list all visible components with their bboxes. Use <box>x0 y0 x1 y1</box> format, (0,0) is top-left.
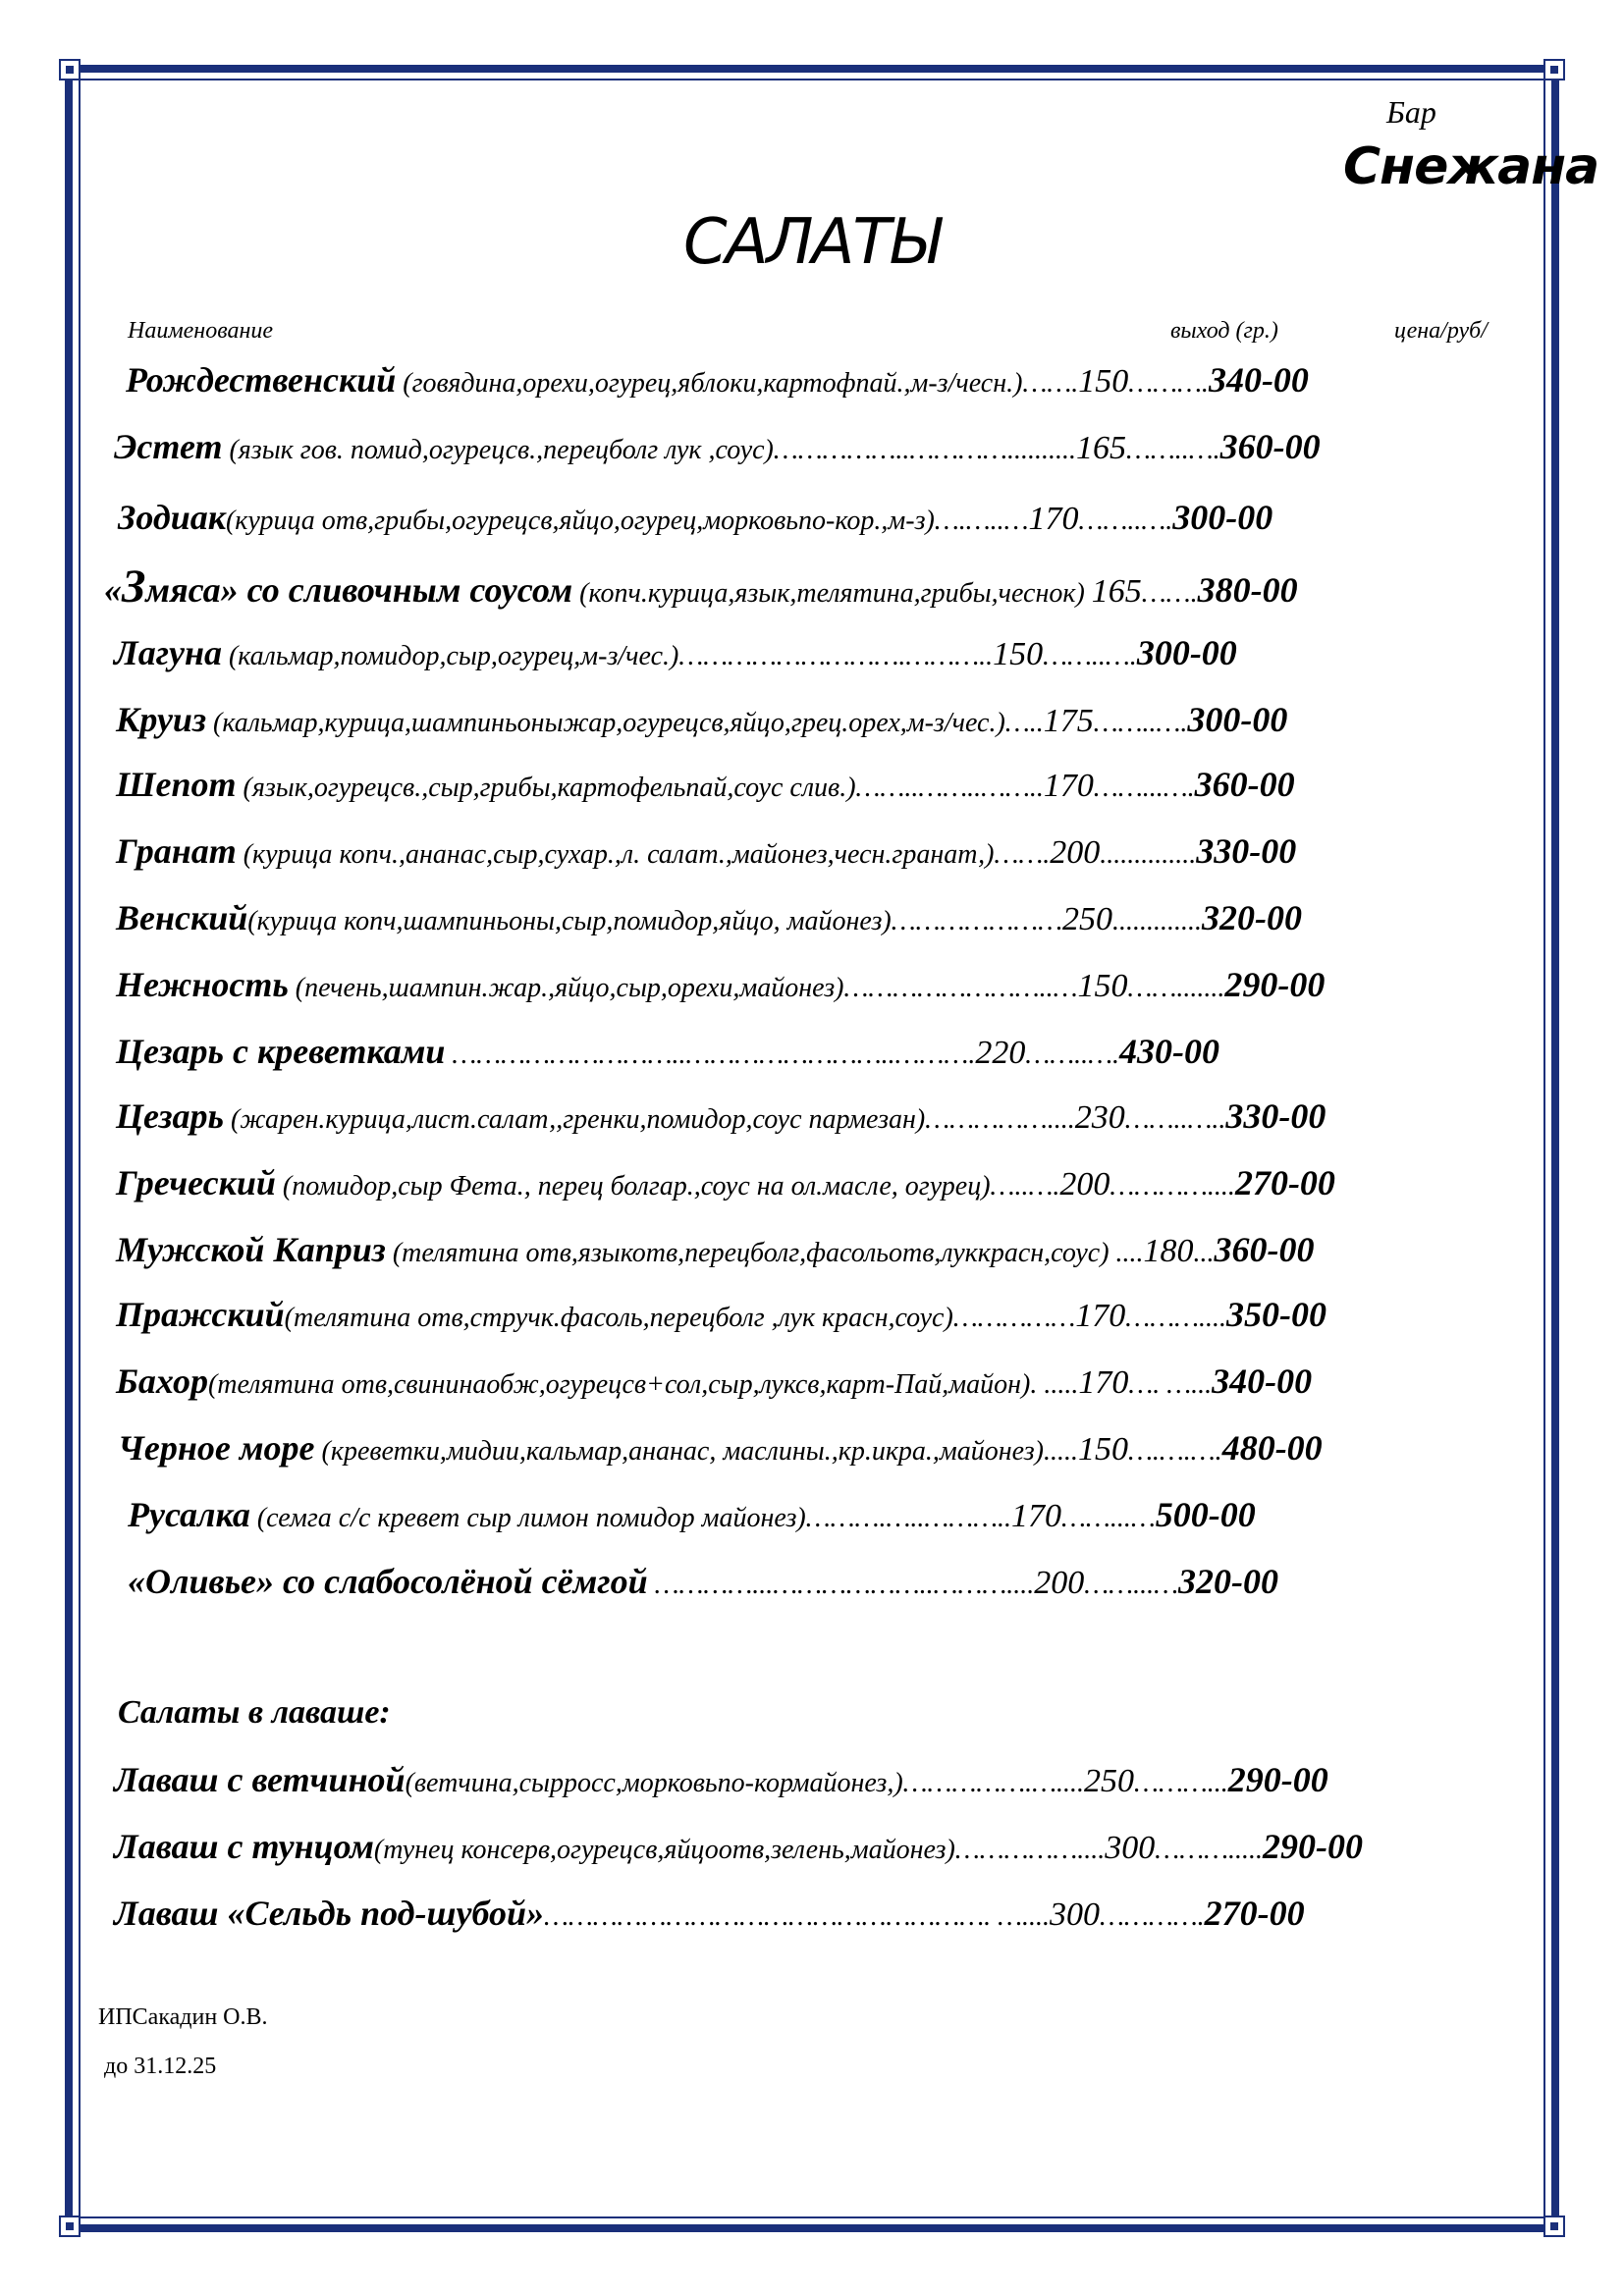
menu-item <box>114 632 1528 673</box>
dot-leader: ……………………..… <box>843 973 1078 1003</box>
item-description: (телятина отв,стручк.фасоль,перецболг ,лук красн,соус) <box>284 1303 953 1333</box>
menu-item <box>126 359 1540 400</box>
item-price: 340-00 <box>1212 1362 1313 1401</box>
dot-leader: …. …... <box>1128 1369 1213 1400</box>
item-weight: 230 <box>1074 1099 1125 1136</box>
item-description: (кальмар,помидор,сыр,огурец,м-з/чес.) <box>221 641 679 671</box>
item-weight: 200 <box>1034 1565 1085 1601</box>
dot-leader: ……..…. <box>1078 506 1173 536</box>
item-name: Круиз <box>116 700 206 739</box>
item-price: 300-00 <box>1172 498 1273 537</box>
item-name: Лаваш «Сельдь под-шубой» <box>114 1894 544 1933</box>
item-weight: 250 <box>1084 1763 1135 1799</box>
dot-leader: ……..…. <box>1025 1040 1120 1070</box>
item-description: (курица отв,грибы,огурецсв,яйцо,огурец,морковьпо-кор.,м-з) <box>225 506 935 536</box>
menu-item <box>116 897 1530 938</box>
menu-item <box>114 1893 1528 1934</box>
menu-item <box>116 1031 1530 1072</box>
item-weight: 170 <box>1028 501 1079 537</box>
item-name: Лаваш с тунцом <box>114 1827 374 1866</box>
item-weight: 150 <box>1077 1431 1128 1468</box>
item-price: 480-00 <box>1221 1428 1323 1468</box>
item-weight: 200 <box>1059 1166 1110 1202</box>
item-price: 330-00 <box>1196 831 1297 871</box>
item-weight: 300 <box>1050 1896 1101 1933</box>
dot-leader: .... <box>1109 1238 1144 1268</box>
dot-leader: ............. <box>1112 906 1203 936</box>
dot-leader: …………. <box>1100 1901 1205 1932</box>
item-weight: 170 <box>1043 768 1094 804</box>
menu-item <box>116 830 1530 872</box>
dot-leader: ….. <box>1004 708 1044 738</box>
item-price: 270-00 <box>1234 1163 1335 1202</box>
menu-item <box>104 560 1518 614</box>
dot-leader: ……...… <box>1061 1503 1156 1533</box>
dot-leader: …………… <box>952 1303 1076 1333</box>
item-weight: 175 <box>1043 703 1094 739</box>
dot-leader: ……………..………….......... <box>773 435 1076 465</box>
menu-item <box>116 764 1530 805</box>
item-price: 330-00 <box>1225 1096 1326 1136</box>
item-name: Цезарь <box>116 1096 225 1136</box>
item-description: (язык гов. помид,огурецсв.,перецболг лук ,соус) <box>222 435 774 465</box>
dot-leader: ……. <box>994 839 1051 870</box>
item-description: (жарен.курица,лист.салат,,гренки,помидор,соус пармезан) <box>224 1104 926 1135</box>
dot-leader: ……..…. <box>1093 708 1188 738</box>
menu-item <box>128 1494 1542 1535</box>
dot-leader: ……..……..…….. <box>855 773 1044 803</box>
dot-leader: ………... <box>1134 1768 1228 1798</box>
menu-item <box>116 964 1530 1005</box>
menu-item <box>114 426 1528 467</box>
dot-leader: ..... <box>1043 1436 1078 1467</box>
dot-leader: ……..…. <box>1125 435 1220 465</box>
item-description: (телятина отв,языкотв,перецболг,фасольотв,луккрасн,соус) <box>385 1238 1110 1268</box>
corner-ornament <box>59 59 81 80</box>
menu-item <box>118 1427 1532 1468</box>
item-name: Зодиак <box>118 498 226 537</box>
item-name: Венский <box>116 898 248 937</box>
dot-leader: ……….…..……….. <box>805 1503 1012 1533</box>
item-weight: 220 <box>975 1035 1026 1071</box>
dot-leader: ……….... <box>1125 1303 1226 1333</box>
dot-leader: ……..…. <box>1043 641 1137 671</box>
item-weight: 150 <box>993 636 1044 672</box>
item-description: (копч.курица,язык,телятина,грибы,чеснок) <box>572 578 1092 609</box>
dot-leader: . ..... <box>1030 1369 1079 1400</box>
dot-leader: ………..... <box>1155 1835 1263 1865</box>
item-weight: 300 <box>1105 1830 1156 1866</box>
menu-item <box>116 1162 1530 1203</box>
item-weight: 150 <box>1077 968 1128 1004</box>
column-header-price: цена/руб/ <box>1394 318 1488 344</box>
dot-leader: ………………………..……………………..………. <box>445 1040 976 1070</box>
item-price: 380-00 <box>1197 570 1298 610</box>
item-weight: 170 <box>1011 1498 1062 1534</box>
item-name: Рождественский <box>126 360 397 400</box>
item-name: Русалка <box>128 1495 250 1534</box>
corner-ornament <box>59 2216 81 2237</box>
item-description: (ветчина,сырросс,морковьпо-кормайонез,) <box>405 1768 903 1798</box>
menu-item <box>116 1095 1530 1137</box>
item-description: (язык,огурецсв.,сыр,грибы,картофельпай,соус слив.) <box>236 773 856 803</box>
item-price: 500-00 <box>1155 1495 1256 1534</box>
item-description: (телятина отв,свининаобж,огурецсв+сол,сыр,луксв,карт-Пай,майон) <box>207 1369 1031 1400</box>
dot-leader: ………….... <box>1110 1171 1235 1201</box>
dot-leader: ……. <box>1141 578 1198 609</box>
section-title-lavash: Салаты в лаваше: <box>118 1694 391 1731</box>
menu-item <box>114 1759 1528 1800</box>
item-name: Лагуна <box>114 633 222 672</box>
item-weight: 180 <box>1143 1233 1194 1269</box>
item-name: Эстет <box>114 427 223 466</box>
item-description: (семга с/с кревет сыр лимон помидор майонез) <box>249 1503 806 1533</box>
item-weight: 170 <box>1078 1364 1129 1401</box>
dot-leader: ……………………….……….. <box>678 641 994 671</box>
menu-item <box>116 699 1530 740</box>
item-name: Цезарь с креветками <box>116 1032 446 1071</box>
bar-label: Бар <box>1386 94 1436 130</box>
item-price: 430-00 <box>1119 1032 1220 1071</box>
item-description: (тунец консерв,огурецсв,яйцоотв,зелень,майонез) <box>373 1835 955 1865</box>
dot-leader: …………….... <box>925 1104 1075 1135</box>
item-price: 290-00 <box>1224 965 1326 1004</box>
item-weight: 200 <box>1050 834 1101 871</box>
item-description: (курица копч.,ананас,сыр,сухар.,л. салат.,майонез,чесн.гранат,) <box>236 839 995 870</box>
dot-leader: …………...………………..……….... <box>647 1570 1035 1600</box>
item-price: 360-00 <box>1194 765 1295 804</box>
item-price: 300-00 <box>1136 633 1237 672</box>
item-weight: 170 <box>1075 1298 1126 1334</box>
dot-leader: ………………………………………………. ….... <box>543 1901 1051 1932</box>
menu-item <box>116 1229 1530 1270</box>
item-price: 350-00 <box>1226 1295 1326 1334</box>
item-weight: 165 <box>1091 573 1142 610</box>
item-name: Мужской Каприз <box>116 1230 386 1269</box>
menu-item <box>114 1826 1528 1867</box>
corner-ornament <box>1543 59 1565 80</box>
item-name: Нежность <box>116 965 289 1004</box>
dot-leader: …………….….... <box>902 1768 1085 1798</box>
item-price: 320-00 <box>1177 1562 1278 1601</box>
item-description: (печень,шампин.жар.,яйцо,сыр,орехи,майонез) <box>288 973 844 1003</box>
item-name: Гранат <box>116 831 237 871</box>
item-description: (говядина,орехи,огурец,яблоки,картофпай.,м-з/чесн.) <box>396 368 1023 399</box>
column-header-output: выход (гр.) <box>1170 318 1278 344</box>
dot-leader: ……..….. <box>1124 1104 1226 1135</box>
dot-leader: …..…. <box>990 1171 1060 1201</box>
item-price: 270-00 <box>1204 1894 1305 1933</box>
dot-leader: ... <box>1193 1238 1215 1268</box>
item-description: (помидор,сыр Фета., перец болгар.,соус на ол.масле, огурец) <box>275 1171 991 1201</box>
item-price: 340-00 <box>1208 360 1309 400</box>
item-name: «Оливье» со слабосолёной сёмгой <box>128 1562 648 1601</box>
dot-leader: ……....... <box>1127 973 1225 1003</box>
page-title: САЛАТЫ <box>683 206 939 279</box>
item-description: (кальмар,курица,шампиньоныжар,огурецсв,яйцо,грец.орех,м-з/чес.) <box>206 708 1005 738</box>
corner-ornament <box>1543 2216 1565 2237</box>
item-description: (курица копч,шампиньоны,сыр,помидор,яйцо, майонез) <box>247 906 892 936</box>
dot-leader: ……...… <box>1084 1570 1178 1600</box>
item-price: 320-00 <box>1202 898 1303 937</box>
dot-leader: ………………… <box>891 906 1063 936</box>
item-price: 360-00 <box>1219 427 1321 466</box>
item-price: 300-00 <box>1187 700 1288 739</box>
item-price: 290-00 <box>1263 1827 1363 1866</box>
item-name: мяса» со сливочным соусом <box>145 570 573 610</box>
item-name-prefix: « <box>104 570 122 610</box>
item-name: Лаваш с ветчиной <box>114 1760 406 1799</box>
footer-owner: ИПСакадин О.В. <box>98 2004 268 2030</box>
column-header-name: Наименование <box>128 318 274 344</box>
item-name: Черное море <box>118 1428 315 1468</box>
dot-leader: ………. <box>1128 368 1209 399</box>
item-weight: 250 <box>1062 901 1113 937</box>
dot-leader: ….….…. <box>1127 1436 1222 1467</box>
item-name-initial: З <box>122 561 146 613</box>
menu-item <box>128 1561 1542 1602</box>
item-name: Пражский <box>116 1295 285 1334</box>
dot-leader: …………….... <box>954 1835 1106 1865</box>
dot-leader: ……. <box>1022 368 1079 399</box>
item-description: (креветки,мидии,кальмар,ананас, маслины.,кр.икра.,майонез) <box>314 1436 1044 1467</box>
item-name: Греческий <box>116 1163 276 1202</box>
dot-leader: .............. <box>1100 839 1197 870</box>
menu-item <box>118 497 1532 538</box>
item-weight: 150 <box>1078 363 1129 400</box>
dot-leader: ….…..… <box>934 506 1029 536</box>
dot-leader: ……...…. <box>1093 773 1195 803</box>
footer-valid-until: до 31.12.25 <box>104 2054 217 2079</box>
menu-item <box>116 1361 1530 1402</box>
item-price: 360-00 <box>1214 1230 1315 1269</box>
item-name: Шепот <box>116 765 237 804</box>
menu-item <box>116 1294 1530 1335</box>
bar-name: Снежана <box>1343 137 1599 196</box>
item-weight: 165 <box>1075 430 1126 466</box>
item-price: 290-00 <box>1227 1760 1328 1799</box>
item-name: Бахор <box>116 1362 208 1401</box>
